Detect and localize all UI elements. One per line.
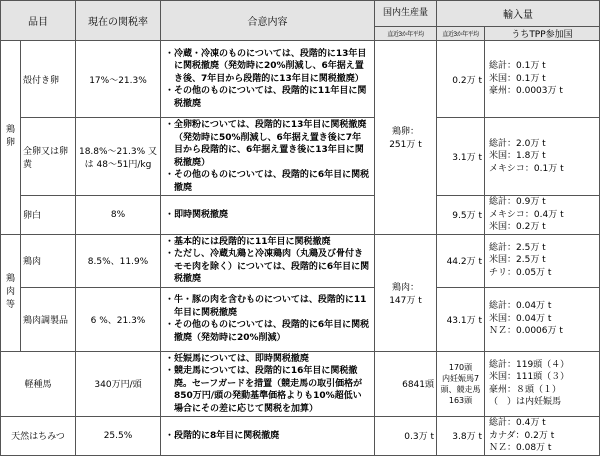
tpp-line: 豪州：８頭（１） bbox=[489, 384, 562, 395]
tpp-line: 総計：0.1万 t bbox=[489, 61, 546, 72]
agreement-point: ・その他のものについては、段階的に6年目に関税撤廃（発効時に20%削減） bbox=[165, 320, 370, 343]
agreement-point: ・段階的に8年目に関税撤廃 bbox=[165, 430, 280, 441]
import-volume: 3.8万 t bbox=[437, 417, 485, 456]
tpp-line: 総計：0.4万 t bbox=[489, 418, 546, 428]
tpp-line: ＮＺ：0.08万 t bbox=[489, 443, 552, 453]
tariff-rate: 18.8%～21.3% 又は 48～51円/kg bbox=[76, 118, 161, 196]
agreement bbox=[161, 351, 375, 417]
category-char: 肉 bbox=[5, 287, 15, 297]
tpp-imports bbox=[485, 417, 600, 456]
tpp-line: 総計：0.04万 t bbox=[489, 301, 552, 312]
agreement bbox=[161, 417, 375, 456]
header-recent3y-domestic: 直近3か年平均 bbox=[375, 27, 437, 41]
tpp-imports bbox=[485, 351, 600, 417]
tpp-line: 米国：1.8万 t bbox=[489, 151, 546, 162]
agreement-point: ・競走馬については、段階的に16年目に関税撤廃。セーフガードを措置（競走馬の取引価格が850万円/頭の発動基準価格よりも10%超低い場合にその差に応じて関税を加算） bbox=[165, 366, 363, 414]
header-domestic: 国内生産量 bbox=[375, 1, 437, 27]
import-volume: 0.2万 t bbox=[437, 41, 485, 118]
table-row bbox=[1, 118, 600, 196]
tariff-rate: 340万円/頭 bbox=[76, 351, 161, 417]
tpp-line: 総計：2.5万 t bbox=[489, 242, 546, 253]
category-chicken bbox=[1, 234, 21, 351]
tpp-line: 豪州：0.0003万 t bbox=[489, 86, 563, 97]
tpp-line: 米国：0.1万 t bbox=[489, 73, 546, 84]
tpp-line: 総計：2.0万 t bbox=[489, 138, 546, 149]
import-volume bbox=[437, 351, 485, 417]
domestic-value: 147万 t bbox=[389, 295, 422, 306]
table-row bbox=[1, 41, 600, 118]
tpp-line: メキシコ：0.4万 t bbox=[489, 209, 564, 220]
tpp-line: チリ：0.05万 t bbox=[489, 267, 552, 278]
category-char: 卵 bbox=[5, 138, 15, 149]
header-agreement: 合意内容 bbox=[161, 1, 375, 41]
category-egg bbox=[1, 41, 21, 235]
tpp-line: メキシコ：0.1万 t bbox=[489, 163, 564, 174]
agreement-point: ・妊娠馬については、即時関税撤廃 bbox=[165, 353, 309, 364]
header-item: 品目 bbox=[1, 1, 76, 41]
table-row bbox=[1, 234, 600, 287]
tpp-imports bbox=[485, 234, 600, 287]
tpp-line: 米国：2.5万 t bbox=[489, 255, 546, 266]
agreement-point: ・冷蔵・冷凍のものについては、段階的に13年目に関税撤廃（発効時に20%削減し、6年据え置き後、7年目から段階的に13年目に関税撤廃） bbox=[165, 48, 367, 84]
header-recent3y-import: 直近3か年平均 bbox=[437, 27, 485, 41]
item-name: 鶏肉調製品 bbox=[21, 287, 76, 351]
item-name: 軽種馬 bbox=[1, 351, 76, 417]
header-tpp: うちTPP参加国 bbox=[485, 27, 600, 41]
tpp-imports bbox=[485, 287, 600, 351]
agreement-point: ・その他のものについては、段階的に11年目に関税撤廃 bbox=[165, 86, 367, 109]
tpp-imports bbox=[485, 41, 600, 118]
table-row bbox=[1, 287, 600, 351]
tpp-line: 米国：0.2万 t bbox=[489, 222, 546, 232]
domestic-volume: 6841頭 bbox=[375, 351, 437, 417]
item-name: 全卵又は卵黄 bbox=[21, 118, 76, 196]
item-name: 鶏肉 bbox=[21, 234, 76, 287]
agreement bbox=[161, 118, 375, 196]
agreement-point: ・基本的には段階的に11年目に関税撤廃 bbox=[165, 236, 331, 247]
item-name: 天然はちみつ bbox=[1, 417, 76, 456]
tariff-rate: 17%～21.3% bbox=[76, 41, 161, 118]
domestic-label: 鶏卵： bbox=[391, 127, 419, 138]
item-name: 殻付き卵 bbox=[21, 41, 76, 118]
agreement-point: ・ただし、冷蔵丸鶏と冷凍鶏肉（丸鶏及び骨付きモモ肉を除く）については、段階的に6年目に関税撤廃 bbox=[165, 249, 370, 284]
tpp-line: 米国：0.04万 t bbox=[489, 313, 552, 324]
tpp-line: ＮＺ：0.0006万 t bbox=[489, 326, 563, 337]
table-row bbox=[1, 417, 600, 456]
import-volume: 9.5万 t bbox=[437, 196, 485, 235]
tariff-rate: 8.5%、11.9% bbox=[76, 234, 161, 287]
table-row bbox=[1, 196, 600, 235]
agreement-point: ・牛・豚の肉を含むものについては、段階的に11年目に関税撤廃 bbox=[165, 295, 367, 318]
tariff-rate: 6 %、21.3% bbox=[76, 287, 161, 351]
category-char: 鶏 bbox=[5, 125, 15, 136]
tpp-line: カナダ：0.2万 t bbox=[489, 430, 555, 441]
tariff-rate: 25.5% bbox=[76, 417, 161, 456]
tpp-imports bbox=[485, 196, 600, 235]
domestic-chicken bbox=[375, 234, 437, 351]
agreement bbox=[161, 41, 375, 118]
agreement-point: ・その他のものについては、段階的に6年目に関税撤廃 bbox=[165, 170, 370, 193]
category-char: 鶏 bbox=[5, 274, 15, 284]
import-breakdown: 内妊娠馬7頭、競走馬163頭 bbox=[440, 373, 481, 405]
tpp-imports bbox=[485, 118, 600, 196]
domestic-label: 鶏肉： bbox=[391, 282, 419, 293]
agreement-point: ・即時関税撤廃 bbox=[165, 209, 229, 220]
tariff-rate: 8% bbox=[76, 196, 161, 235]
agreement bbox=[161, 196, 375, 235]
category-char: 等 bbox=[5, 300, 15, 310]
tpp-line: 総計：119頭（４） bbox=[489, 359, 570, 370]
header-import: 輸入量 bbox=[437, 1, 600, 27]
header-tariff: 現在の関税率 bbox=[76, 1, 161, 41]
tpp-line: 米国：111頭（３） bbox=[489, 372, 570, 383]
agreement bbox=[161, 287, 375, 351]
import-volume: 43.1万 t bbox=[437, 287, 485, 351]
agreement bbox=[161, 234, 375, 287]
tpp-line: 総計：0.9万 t bbox=[489, 197, 546, 207]
table-row bbox=[1, 351, 600, 417]
domestic-value: 251万 t bbox=[389, 140, 422, 151]
item-name: 卵白 bbox=[21, 196, 76, 235]
import-total: 170頭 bbox=[448, 362, 473, 372]
import-volume: 44.2万 t bbox=[437, 234, 485, 287]
domestic-egg bbox=[375, 41, 437, 235]
tpp-line: （ ）は内妊娠馬 bbox=[489, 397, 562, 408]
domestic-volume: 0.3万 t bbox=[375, 417, 437, 456]
agreement-point: ・全卵粉については、段階的に13年目に関税撤廃（発効時に50%削減し、6年据え置き後に7年目から段階的に、6年据え置き後に13年目に関税撤廃） bbox=[165, 120, 367, 168]
import-volume: 3.1万 t bbox=[437, 118, 485, 196]
